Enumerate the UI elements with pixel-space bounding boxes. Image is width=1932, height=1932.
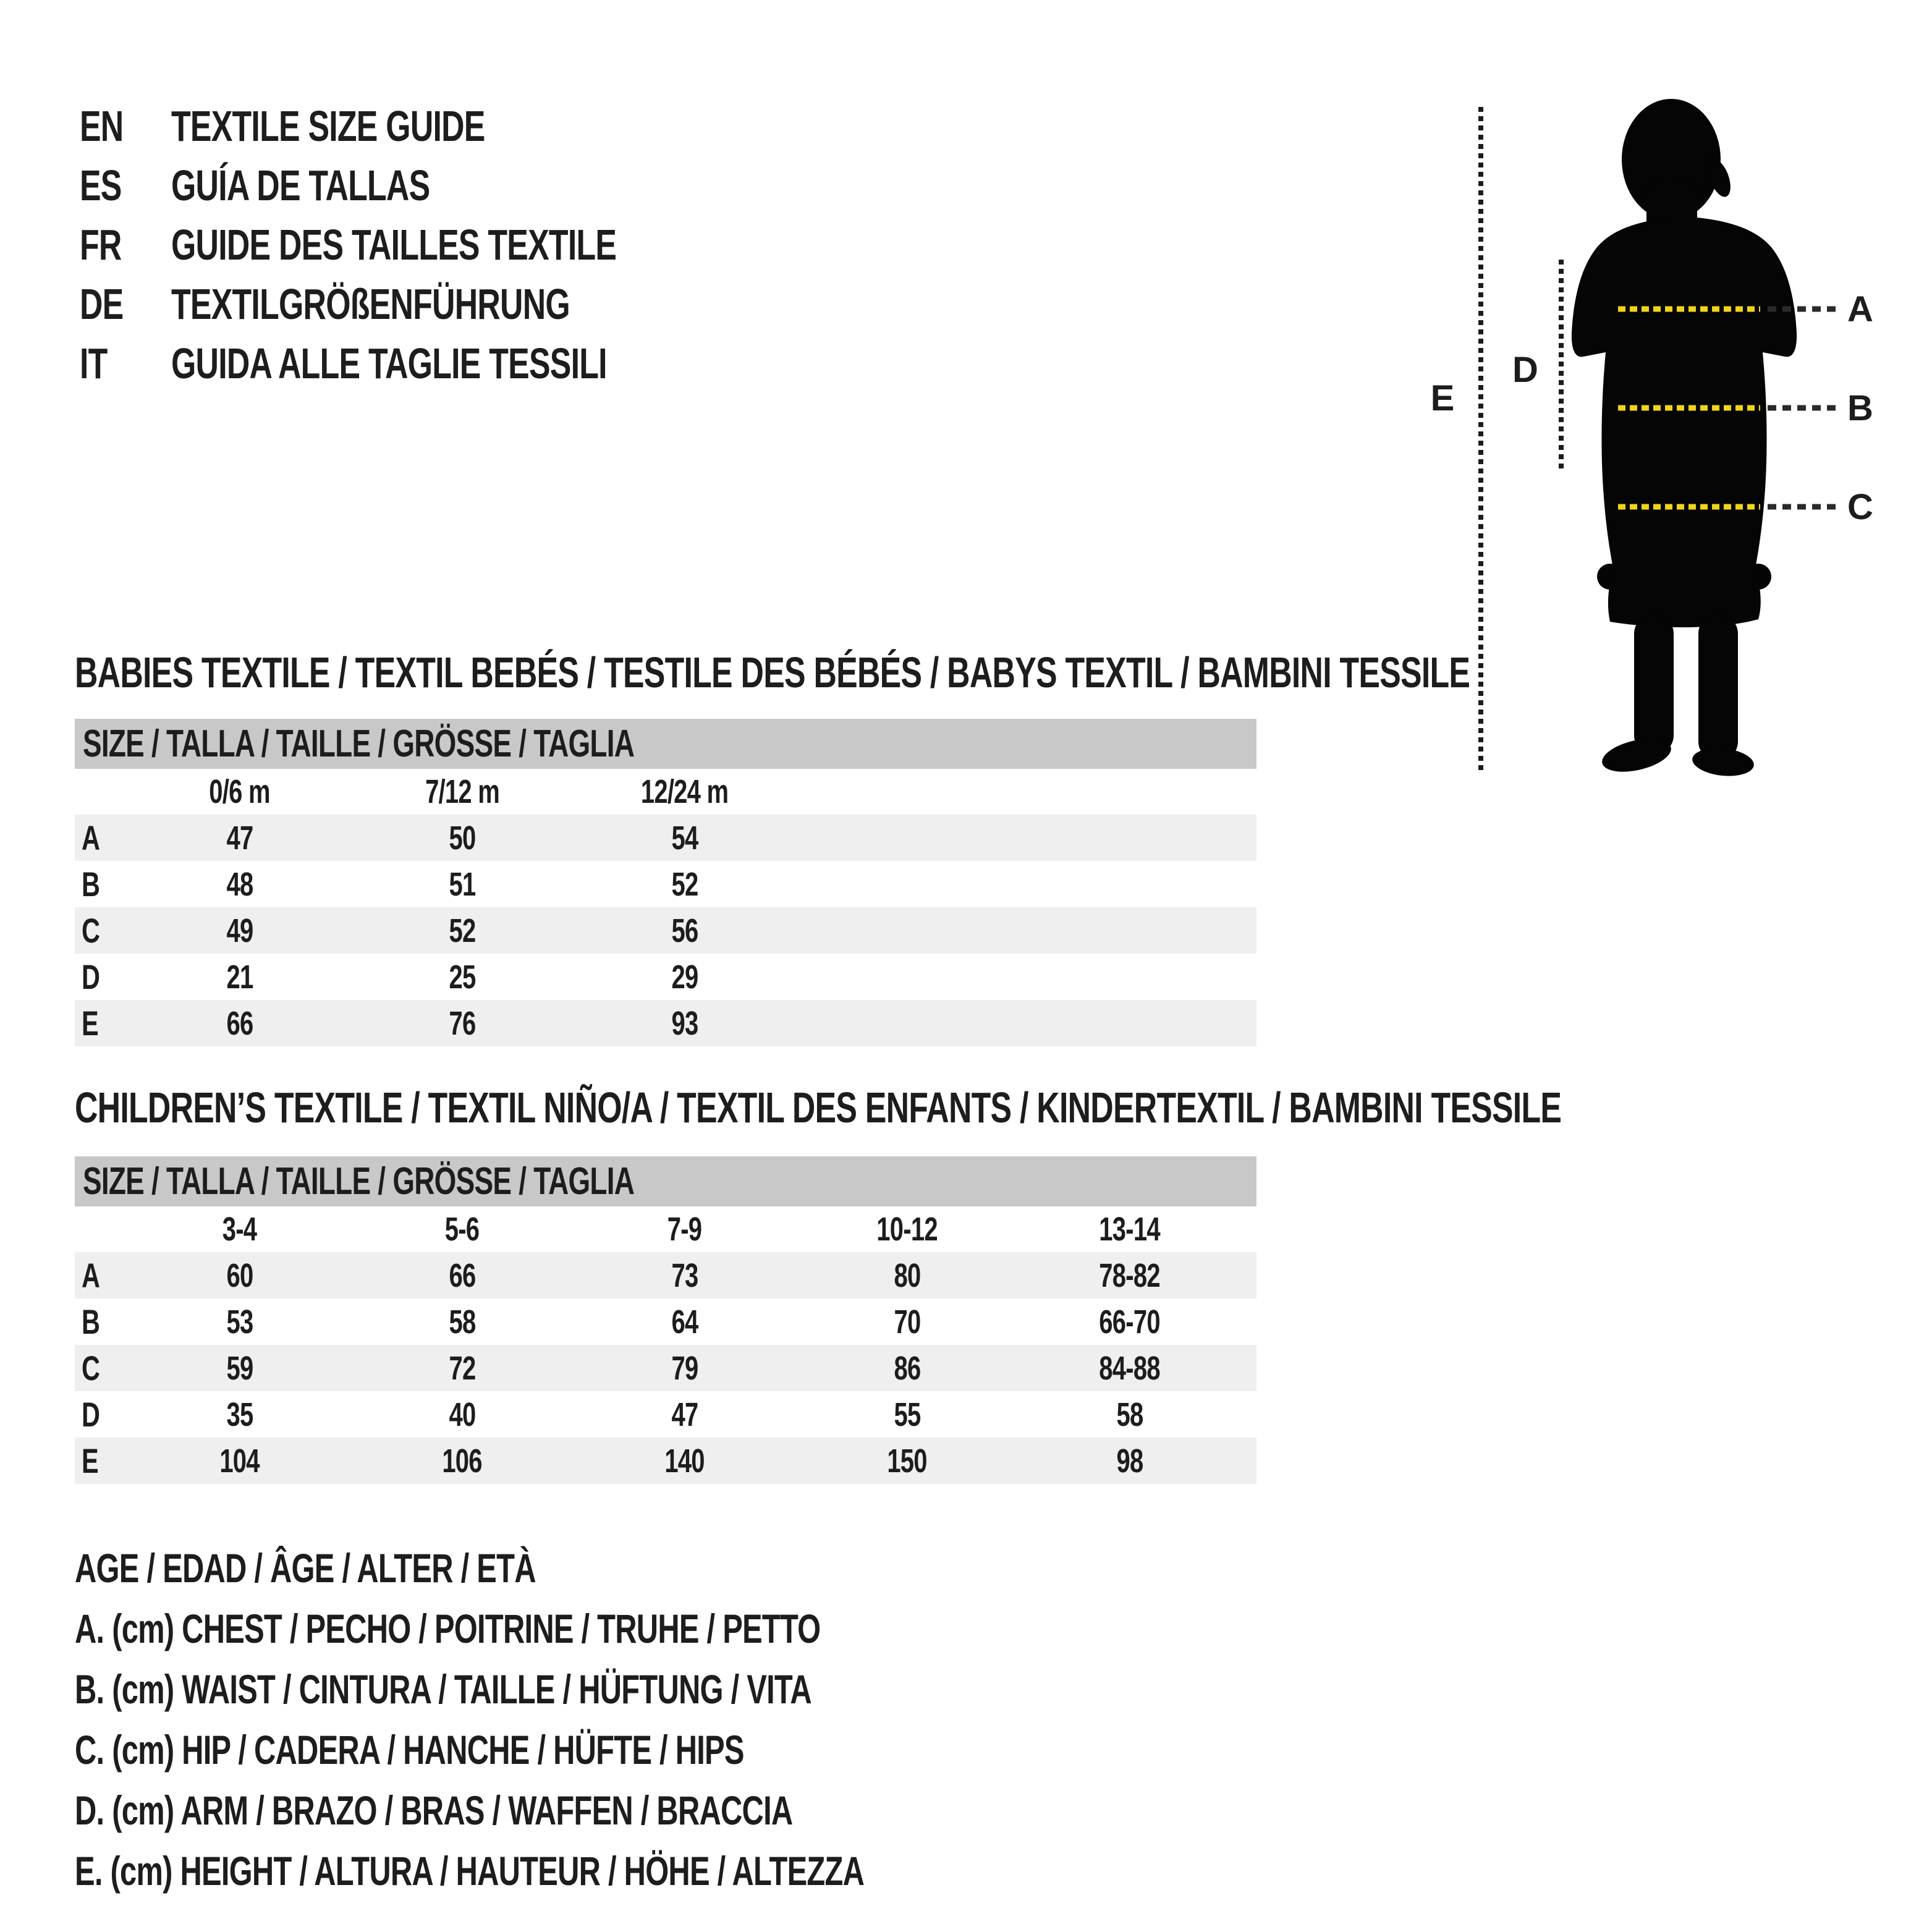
cell-value: 86 bbox=[894, 1349, 921, 1387]
row-label: C bbox=[82, 1349, 100, 1388]
babies-column-header-row bbox=[75, 769, 1256, 815]
legend-line-waist: B. (cm) WAIST / CINTURA / TAILLE / HÜFTUNG / VITA bbox=[75, 1666, 811, 1712]
row-label: D bbox=[82, 957, 100, 996]
cell-value: 29 bbox=[671, 958, 698, 996]
measurement-legend bbox=[75, 1538, 1142, 1901]
label-c: C bbox=[1847, 487, 1873, 527]
table-row bbox=[75, 1299, 1256, 1345]
language-title-list bbox=[80, 96, 773, 393]
lang-code: ES bbox=[80, 161, 122, 210]
lang-code: DE bbox=[80, 280, 124, 328]
cell-value: 56 bbox=[671, 912, 698, 949]
table-row bbox=[75, 1438, 1256, 1484]
cell-value: 55 bbox=[894, 1396, 921, 1433]
cell-value: 66-70 bbox=[1099, 1303, 1161, 1341]
legend-line-age: AGE / EDAD / ÂGE / ALTER / ETÀ bbox=[75, 1545, 536, 1591]
silhouette-shorts bbox=[1608, 566, 1761, 627]
lang-code: IT bbox=[80, 339, 108, 388]
cell-value: 104 bbox=[219, 1442, 260, 1480]
cell-value: 79 bbox=[671, 1349, 698, 1387]
cell-value: 73 bbox=[671, 1256, 698, 1294]
table-row bbox=[75, 861, 1256, 907]
guide-title: GUIDA ALLE TAGLIE TESSILI bbox=[171, 339, 607, 388]
cell-value: 66 bbox=[226, 1004, 253, 1042]
legend-line-height: E. (cm) HEIGHT / ALTURA / HAUTEUR / HÖHE / ALTEZZA bbox=[75, 1848, 865, 1894]
column-header: 5-6 bbox=[445, 1211, 480, 1248]
column-header: 13-14 bbox=[1099, 1211, 1161, 1248]
cell-value: 150 bbox=[887, 1442, 928, 1480]
cell-value: 76 bbox=[449, 1004, 476, 1042]
lang-row-es bbox=[80, 156, 773, 215]
cell-value: 51 bbox=[449, 865, 476, 903]
table-row bbox=[75, 907, 1256, 954]
legend-line-chest: A. (cm) CHEST / PECHO / POITRINE / TRUHE / PETTO bbox=[75, 1606, 821, 1651]
table-row bbox=[75, 815, 1256, 861]
children-size-table bbox=[75, 1156, 1256, 1484]
legend-line-arm: D. (cm) ARM / BRAZO / BRAS / WAFFEN / BRACCIA bbox=[75, 1787, 793, 1833]
row-label: A bbox=[82, 818, 100, 857]
cell-value: 84-88 bbox=[1099, 1349, 1161, 1387]
label-b: B bbox=[1847, 388, 1873, 428]
cell-value: 93 bbox=[671, 1004, 698, 1042]
cell-value: 70 bbox=[894, 1303, 921, 1341]
babies-size-header-bar bbox=[75, 719, 1256, 769]
lang-code: FR bbox=[80, 221, 122, 269]
children-heading-text: CHILDREN’S TEXTILE / TEXTIL NIÑO/A / TEXTIL DES ENFANTS / KINDERTEXTIL / BAMBINI TESSILE bbox=[75, 1083, 1562, 1132]
cell-value: 54 bbox=[671, 819, 698, 857]
cell-value: 35 bbox=[226, 1396, 253, 1433]
label-e: E bbox=[1430, 378, 1455, 418]
cell-value: 59 bbox=[226, 1349, 253, 1387]
table-row bbox=[75, 1345, 1256, 1391]
cell-value: 78-82 bbox=[1099, 1256, 1161, 1294]
guide-title: TEXTILGRÖßENFÜHRUNG bbox=[171, 280, 570, 328]
cell-value: 60 bbox=[226, 1256, 253, 1294]
guide-title: GUIDE DES TAILLES TEXTILE bbox=[171, 221, 617, 269]
child-silhouette-diagram bbox=[1419, 87, 1932, 803]
row-label: A bbox=[82, 1256, 100, 1295]
cell-value: 52 bbox=[449, 912, 476, 949]
table-row bbox=[75, 954, 1256, 1000]
lang-row-it bbox=[80, 334, 773, 393]
row-label: E bbox=[82, 1004, 98, 1043]
cell-value: 21 bbox=[226, 958, 253, 996]
cell-value: 40 bbox=[449, 1396, 476, 1433]
row-label: E bbox=[82, 1441, 98, 1480]
label-d: D bbox=[1512, 350, 1538, 390]
cell-value: 72 bbox=[449, 1349, 476, 1387]
size-header-text: SIZE / TALLA / TAILLE / GRÖSSE / TAGLIA bbox=[83, 722, 635, 765]
babies-heading-text: BABIES TEXTILE / TEXTIL BEBÉS / TESTILE DES BÉBÉS / BABYS TEXTIL / BAMBINI TESSILE bbox=[75, 648, 1470, 697]
cell-value: 53 bbox=[226, 1303, 253, 1341]
cell-value: 47 bbox=[671, 1396, 698, 1433]
cell-value: 58 bbox=[1116, 1396, 1143, 1433]
column-header: 7/12 m bbox=[425, 773, 499, 810]
cell-value: 80 bbox=[894, 1256, 921, 1294]
cell-value: 52 bbox=[671, 865, 698, 903]
silhouette-tee bbox=[1572, 218, 1797, 581]
row-label: B bbox=[82, 1302, 100, 1341]
row-label: B bbox=[82, 865, 100, 904]
cell-value: 25 bbox=[449, 958, 476, 996]
table-row bbox=[75, 1391, 1256, 1438]
cell-value: 58 bbox=[449, 1303, 476, 1341]
children-section-heading bbox=[75, 1083, 1932, 1132]
measurement-diagram bbox=[1419, 87, 1932, 803]
cell-value: 50 bbox=[449, 819, 476, 857]
legend-line-hip: C. (cm) HIP / CADERA / HANCHE / HÜFTE / HIPS bbox=[75, 1727, 744, 1773]
guide-title: GUÍA DE TALLAS bbox=[171, 161, 430, 210]
cell-value: 47 bbox=[226, 819, 253, 857]
lang-row-en bbox=[80, 96, 773, 156]
guide-title: TEXTILE SIZE GUIDE bbox=[171, 102, 485, 150]
lang-row-fr bbox=[80, 215, 773, 274]
cell-value: 66 bbox=[449, 1256, 476, 1294]
column-header: 0/6 m bbox=[209, 773, 271, 810]
lang-code: EN bbox=[80, 102, 124, 150]
babies-section-heading bbox=[75, 648, 1932, 697]
label-a: A bbox=[1847, 289, 1873, 329]
children-column-header-row bbox=[75, 1206, 1256, 1252]
column-header: 3-4 bbox=[222, 1211, 257, 1248]
cell-value: 49 bbox=[226, 912, 253, 949]
cell-value: 140 bbox=[664, 1442, 705, 1480]
column-header: 12/24 m bbox=[641, 773, 729, 810]
table-row bbox=[75, 1252, 1256, 1299]
children-size-header-bar bbox=[75, 1156, 1256, 1206]
cell-value: 98 bbox=[1116, 1442, 1143, 1480]
cell-value: 64 bbox=[671, 1303, 698, 1341]
row-label: D bbox=[82, 1395, 100, 1434]
table-row bbox=[75, 1000, 1256, 1046]
lang-row-de bbox=[80, 274, 773, 334]
babies-size-table bbox=[75, 719, 1256, 1046]
row-label: C bbox=[82, 911, 100, 950]
column-header: 10-12 bbox=[876, 1211, 938, 1248]
cell-value: 48 bbox=[226, 865, 253, 903]
column-header: 7-9 bbox=[667, 1211, 702, 1248]
cell-value: 106 bbox=[442, 1442, 483, 1480]
size-header-text: SIZE / TALLA / TAILLE / GRÖSSE / TAGLIA bbox=[83, 1160, 635, 1203]
